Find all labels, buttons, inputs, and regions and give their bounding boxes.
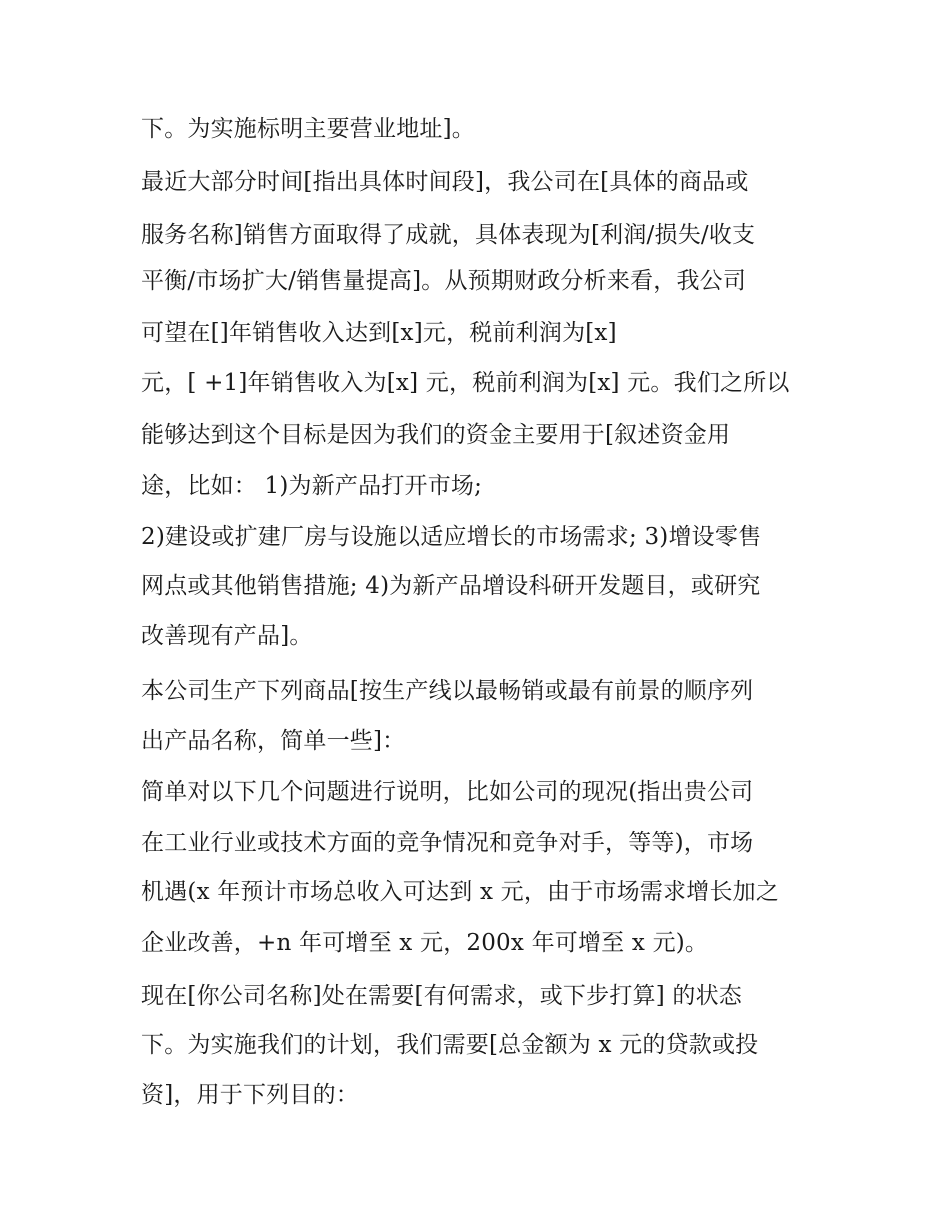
text-line: 改善现有产品]。 [141, 623, 313, 649]
text-line: 可望在[]年销售收入达到[x]元，税前利润为[x] [141, 320, 617, 346]
text-line: 平衡/市场扩大/销售量提高]。从预期财政分析来看，我公司 [141, 268, 747, 294]
text-line: 途，比如： 1)为新产品打开市场; [141, 473, 483, 499]
text-line: 最近大部分时间[指出具体时间段]，我公司在[具体的商品或 [141, 169, 749, 195]
text-line: 能够达到这个目标是因为我们的资金主要用于[叙述资金用 [141, 422, 731, 448]
text-line: 服务名称]销售方面取得了成就，具体表现为[利润/损失/收支 [141, 222, 756, 248]
text-line: 下。为实施我们的计划，我们需要[总金额为 x 元的贷款或投 [141, 1032, 759, 1058]
text-line: 资]，用于下列目的： [141, 1082, 359, 1108]
text-line: 元，[ +1]年销售收入为[x] 元，税前利润为[x] 元。我们之所以 [141, 370, 790, 396]
text-line: 企业改善，+n 年可增至 x 元，200x 年可增至 x 元)。 [141, 930, 709, 956]
text-line: 本公司生产下列商品[按生产线以最畅销或最有前景的顺序列 [141, 678, 754, 704]
text-line: 网点或其他销售措施; 4)为新产品增设科研开发题目，或研究 [141, 573, 761, 599]
text-line: 在工业行业或技术方面的竞争情况和竞争对手，等等)，市场 [141, 830, 754, 856]
text-line: 机遇(x 年预计市场总收入可达到 x 元，由于市场需求增长加之 [141, 879, 780, 905]
text-line: 2)建设或扩建厂房与设施以适应增长的市场需求; 3)增设零售 [141, 524, 762, 550]
text-line: 出产品名称，简单一些]： [141, 728, 406, 754]
text-line: 现在[你公司名称]处在需要[有何需求，或下步打算] 的状态 [141, 983, 743, 1009]
text-line: 下。为实施标明主要营业地址]。 [141, 116, 475, 142]
text-line: 简单对以下几个问题进行说明，比如公司的现况(指出贵公司 [141, 779, 754, 805]
